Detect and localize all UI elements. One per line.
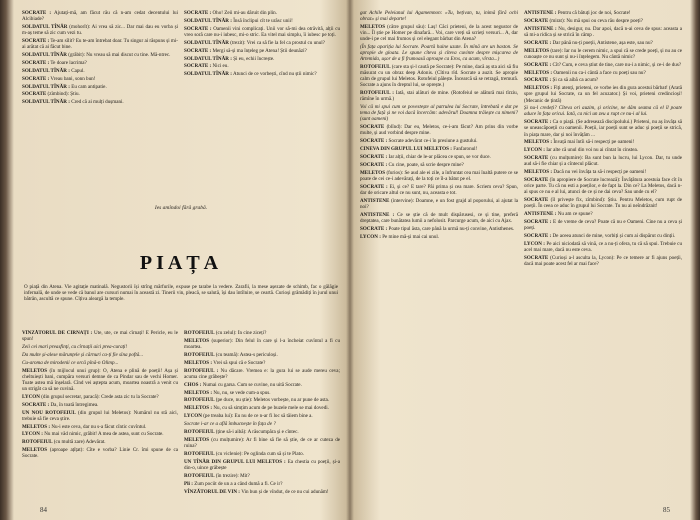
line-text: Și nu-l credeți? Cîteva ori auzim, și oricine, ne dăm seama că el îl poate aduce în fața oricui. Iată, ca nici un zeu a rupt ce nu-i al lui.: [524, 105, 682, 118]
dialogue-line: [524, 177, 682, 195]
speaker-name: SOCRATE :: [360, 183, 388, 190]
line-text: (blînd): Dar eu, Meletos, ce-i-am făcut? Am prins din vorbe multe, și aud vorbind despre mine.: [360, 124, 518, 137]
speaker-name: SOCRATE :: [360, 225, 388, 232]
dialogue-line: [22, 10, 178, 22]
dialogue-line: [524, 219, 682, 231]
speaker-name: ROTOFEIUL: [184, 397, 215, 404]
line-text: (îl privește fix, zîmbind): Știu. Pentru Meletos, cum rupt de poeții. În ceea ce aduc în grupul lui Socrate. Tu nu ai neîndrăznit!: [524, 197, 682, 210]
speaker-name: SOLDATUL TÎNĂR: [22, 23, 68, 30]
speaker-name: SOCRATE :: [22, 10, 52, 16]
dialogue-line: [22, 68, 178, 74]
line-text: Pe mine mă-și mai cai unul.: [382, 233, 440, 240]
speaker-name: SOCRATE: [524, 155, 549, 162]
dialogue-line: [360, 104, 518, 122]
dialogue-line: [22, 52, 178, 58]
line-text: Poate tipul ăsta, care până la urmă nu-ți convine, Antisthenes.: [388, 225, 515, 232]
speaker-name: SOCRATE: [524, 17, 549, 24]
line-text: Pe aici niciodată să vină, ce a nu-ți ofera, tu că să spui. Trebuie cu acel mai mare, dacă nu este ceva.: [524, 240, 682, 254]
line-text: Nu-i este ceva, dar nu s-a făcut cîntic cuvîntul.: [51, 423, 147, 430]
dialogue-line: [360, 138, 518, 144]
speaker-name: UN TÎNĂR DIN GRUPUL LUI MELETOS :: [184, 458, 286, 465]
speaker-name: ANTISTENE :: [524, 10, 557, 16]
speaker-name: MELETOS: [22, 447, 48, 454]
line-text: Dacă nu vei învăța ta să-i respecți pe oameni!: [553, 169, 647, 176]
speaker-name: MELETOS :: [184, 359, 213, 366]
line-text: (din grupul secretar, paracă): Crede asta zic tu la Socrate?: [41, 393, 159, 400]
dialogue-line: [360, 162, 518, 168]
speaker-name: MELETOS :: [184, 405, 213, 412]
left-bottom-columns: [22, 330, 340, 506]
speaker-name: UN NOU ROTOFEIUL: [22, 409, 76, 416]
line-text: Socrate i-ar ce a află îmbucnește în fața de ?: [184, 421, 276, 428]
line-text: Te doare lacrima?: [50, 59, 87, 66]
line-text: Zeii cei mari preasfinți, cu cîrnații aici prea-curați!: [22, 343, 128, 350]
line-text: Fanfaronul!: [453, 146, 478, 153]
speaker-name: CINEVA DIN GRUPUL LUI MELETOS :: [360, 146, 452, 153]
speaker-name: MELETOS :: [184, 389, 213, 396]
speaker-name: SOCRATE :: [184, 25, 212, 32]
speaker-name: SOCRATE :: [184, 10, 212, 16]
line-text: Fiți atenți, prieteni, ce vorbe ies din gura acestui bărbat! (Arată spre grupul lui Socrate, ca un fel acuzator.) Și voi, prieteni credincioși! (Mecanic de țintă): [524, 85, 682, 104]
speaker-name: VÎNZĂTORUL DE VIN :: [184, 488, 240, 495]
line-text: Ce se știe că de mult dispărusesi, ce și tine, preferă dreptatea, care bunătatea lumii a nefolosit. Parcurge acum, de aici cu Ajax.: [360, 211, 518, 224]
speaker-name: SOCRATE :: [524, 61, 552, 68]
dialogue-line: [524, 77, 682, 83]
dialogue-line: [524, 233, 682, 239]
dialogue-line: [184, 459, 340, 471]
dialogue-line: [22, 431, 178, 437]
dialogue-line: [184, 360, 340, 366]
speaker-name: SOCRATE :: [22, 59, 50, 66]
line-text: Cu cine, poate, să scrie despre mine?: [388, 162, 464, 169]
dialogue-line: [184, 390, 340, 396]
speaker-name: SOLDATUL TÎNĂR :: [184, 55, 232, 62]
dialogue-line: [22, 24, 178, 36]
dialogue-line: [22, 99, 178, 105]
dialogue-line: [524, 26, 682, 38]
line-text: Eu cam antipatie.: [71, 83, 107, 90]
line-text: (cu mulțumire): Ba sunt bun la lucru, lui Lycon. Dar, tu unde aud să-i fie chiar și a cîntecul plăcut.: [524, 155, 682, 168]
dialogue-line: [184, 368, 340, 380]
dialogue-line: [524, 18, 682, 24]
speaker-name: LYCON :: [360, 233, 381, 240]
line-text: Capul.: [71, 67, 85, 74]
line-text: (pe duce, nu știe): Meletos vorbește, nu ar pune de asta.: [215, 397, 330, 404]
line-text: Nu, desigur, nu. Dar apoi, dacă n-ai ceva de spus: aceasta a să mi-a ridica și se strică în câmp .: [524, 25, 682, 38]
dialogue-line: [184, 71, 340, 77]
speaker-name: MELETOS: [184, 337, 210, 344]
speaker-name: MELETOS: [524, 47, 550, 54]
dialogue-line: [184, 421, 340, 427]
dialogue-line: [184, 382, 340, 388]
dialogue-line: [524, 169, 682, 175]
speaker-name: SOCRATE :: [360, 154, 388, 161]
line-text: Te-am sîlit? Eu te-am întrebat doar. Tu singur ai răspuns și mi-ai arătat că ai făcut bine.: [22, 37, 178, 51]
line-text: Nici eu.: [212, 63, 229, 70]
dialogue-line: [22, 424, 178, 430]
line-text: Și ca să aibă ca acum?: [552, 77, 599, 84]
dialogue-line: [524, 62, 682, 68]
dialogue-line: [524, 105, 682, 117]
line-text: Nu, cu să simțim acum de pe buzele mele se mai dovedi.: [213, 405, 329, 412]
line-text: (cu teamă): Astea-s periculoși.: [215, 351, 278, 358]
dialogue-line: [524, 40, 682, 46]
section-title: PIAȚA: [139, 252, 223, 274]
line-text: Zum pociit de un a a când dumă a fi. Ce ir?: [194, 480, 283, 487]
line-text: (În fața apariția lui Socrate. Poartă haine uzate. În mînă are un baston. Se apropie de gloata. Le spune cîteva și cîteva cuvinte despre mișcarea de Artemida, ușor de a fi frumoasă aproape ca Eros, ca acum, vîrsta...): [360, 44, 518, 63]
speaker-name: MELETOS: [22, 367, 48, 374]
line-text: Voi că mi spui cum se povestește al patrulea lui Socrate, întrebată e dat pe tema de față și ne voi dacă încercăm: adevărul! Doamna trăiește ca nimeni? (sunt oameni): [360, 104, 518, 123]
dialogue-line: [524, 119, 682, 137]
dialogue-line: [360, 234, 518, 240]
line-text: Cu-aroma de mirodenii ce orcă pînă-n Olimp...: [22, 359, 119, 366]
dialogue-line: [524, 147, 682, 153]
line-text: (mohorît): Ai vrea să zic... Dar mai dau eu vorba și m-aș teme să zic cum vezi tu.: [22, 23, 178, 37]
left-bottom-column-1: [22, 330, 178, 506]
line-text: De aceea atunci de mine, vorbiți și cum ai dispărut cu dinții.: [552, 233, 676, 240]
line-text: gat Achile Peleianul lui Agamemnon: «Tu, bețivan, tu, inimă fără ochi obraz» și mai departe!: [360, 10, 518, 23]
dialogue-line: [22, 360, 178, 366]
line-text: Cît? Cum, e ceva știut de tine, care nu-i a nimic, și ce-i de dus?: [552, 61, 682, 68]
line-text: Pentru că bătuți joc de noi, Socrate!: [557, 10, 631, 16]
dialogue-line: [22, 352, 178, 358]
speaker-name: ROTOFEIUL :: [360, 90, 394, 97]
dialogue-line: [360, 44, 518, 62]
line-text: Da multe și-alese mărunțele și cărnuri ca-ți fie sîna poftă...: [22, 351, 144, 358]
speaker-name: LYCON: [22, 393, 40, 400]
left-top-column-2: [184, 10, 340, 198]
line-text: Ea chestia cu poeții, și-a din-o, uince grăbește: [184, 458, 340, 471]
dialogue-line: [22, 91, 178, 97]
dialogue-line: [184, 429, 340, 435]
dialogue-line: [524, 48, 682, 60]
speaker-name: SOCRATE :: [524, 39, 552, 46]
line-text: Atunci de ce vorbești, cînd nu știi nimic?: [232, 71, 317, 78]
dialogue-line: [524, 255, 682, 267]
line-text: (grăbit): Nu vreau să mai discut cu tine. Mă-ntrec.: [68, 51, 171, 58]
line-text: (superior): Din felul în care și l-a încheiat cuvîntul a fi cu moartea.: [184, 337, 340, 350]
speaker-name: SOLDATUL TÎNĂR :: [22, 83, 70, 90]
speaker-name: ROTOFEIUL :: [184, 367, 219, 374]
speaker-name: LYCON: [184, 413, 202, 420]
line-text: Ca o piață. (Se adresează discipolului.) Prieteni, nu aș învăța să se uneascăpoeții cu oamenii. Poeții, iar poeții sunt se aduc și poeții se strică, în piața mare, dar și noi învățăm ...: [524, 119, 682, 138]
line-text: (cu multă zare) Adevărat.: [53, 439, 106, 446]
line-text: Ajutați-mă, am făcut rău că n-am cedat decentului lui Alcibiade?: [22, 10, 178, 23]
line-text: Vreau bani, sonn bun!: [50, 75, 96, 82]
speaker-name: SOCRATE: [360, 124, 385, 131]
dialogue-line: [184, 40, 340, 46]
speaker-name: SOCRATE :: [22, 75, 50, 82]
line-text: Oho! Zeii mi-au dăruit din plin.: [212, 10, 278, 16]
line-text: (ține să-i aibă): A răscumpăra și e cîntec.: [215, 428, 299, 435]
line-text: Ute, ute, ce mai cîrnați! E Pericle, eu le spun!: [22, 330, 178, 343]
dialogue-line: [360, 146, 518, 152]
line-text: Vin bun și de vîndut, de ce nu cui adunăm!: [241, 488, 329, 495]
speaker-name: SOCRATE :: [22, 401, 50, 408]
dialogue-line: [22, 84, 178, 90]
speaker-name: SOCRATE :: [360, 162, 388, 169]
speaker-name: SOCRATE :: [22, 37, 50, 44]
dialogue-line: [22, 394, 178, 400]
speaker-name: SOLDATUL TÎNĂR :: [22, 99, 70, 106]
line-text: (tare): Iar nu le cerem nimic, a spui că se crede poeți, și nu au ce cunoaște ce nu sunt și nu-i înțelegem. Nu cântă nimic?: [524, 47, 682, 60]
line-text: Nu am ce spune?: [557, 211, 593, 218]
dialogue-line: [360, 198, 518, 210]
line-text: Iată, stai alături de mine. (Rotofeiul se alătură mai tîrziu, rămîne în urmă.): [360, 90, 518, 103]
line-text: Învață mai întîi să-i respecți pe oameni!: [553, 139, 635, 146]
speaker-name: MELETOS :: [524, 69, 553, 76]
dialogue-line: [22, 330, 178, 342]
left-top-columns: [22, 10, 340, 198]
line-text: Da, în toată întregimea.: [50, 401, 99, 408]
line-text: Dar până nu-ți poeții, Antistene, așa este, sau nu?: [552, 39, 653, 46]
dialogue-line: [360, 226, 518, 232]
dialogue-line: [360, 10, 518, 22]
speaker-name: SOCRATE: [524, 177, 549, 184]
line-text: (cu viclenie): Pe oglinda cum să și te Plato.: [215, 450, 304, 457]
speaker-name: SOLDATUL TÎNĂR :: [184, 17, 232, 24]
speaker-name: SOLDATUL TÎNĂR: [184, 39, 229, 46]
line-text: Iar alte că unul din voi nu ai cîntat în cinstea.: [546, 147, 638, 154]
dialogue-line: [360, 124, 518, 136]
dialogue-line: [22, 60, 178, 66]
speaker-name: SOCRATE :: [524, 119, 552, 126]
speaker-name: MELETOS :: [524, 169, 553, 176]
dialogue-line: [22, 410, 178, 422]
line-text: Vrei să spui că e Socrate?: [213, 359, 266, 366]
speaker-name: SOCRATE :: [524, 233, 552, 240]
dialogue-line: [360, 212, 518, 224]
dialogue-line: [184, 473, 340, 479]
line-text: Oamenii vini complicați. Unii vor să-mi dea otrăvită, alții cu vreo soră care nu-i iubesc, mi-o stric. Ea vitel mai simplu, îi iubesc pe toți.: [184, 25, 340, 38]
speaker-name: SOLDATUL TÎNĂR: [22, 51, 67, 58]
line-text: Oamenii nu ca-i cântă a face cu poeți sau nu?: [553, 69, 646, 76]
dialogue-line: [360, 154, 518, 160]
line-text: Cred că ai mulți dușmani.: [71, 99, 124, 106]
speaker-name: SOCRATE :: [184, 47, 212, 54]
dialogue-line: [22, 368, 178, 392]
dialogue-line: [184, 48, 340, 54]
speaker-name: CHOS :: [184, 381, 202, 388]
line-text: Mergi să-și ma înțeleg pe Atena! Știi deunăzi?: [212, 47, 307, 54]
speaker-name: ANTISTENE :: [524, 211, 557, 218]
line-text: E de vreme de ceva? Poate că nu e Oameni. Cine nu a ceva și poeți.: [524, 219, 682, 232]
speaker-name: ROTOFEIUL: [184, 351, 215, 358]
speaker-name: ROTOFEIUL: [22, 439, 53, 446]
dialogue-line: [524, 70, 682, 76]
line-text: (Curioși a-l asculta la, Lycon): Pe ce temere ar fi ajuns poeții, dacă mai poate acest fel ar mai face?: [524, 254, 682, 268]
dialogue-line: [184, 451, 340, 457]
dialogue-line: [524, 241, 682, 253]
line-text: Numai cu garsa. Cum se cuvine, nu uită Socrate.: [202, 381, 302, 388]
speaker-name: SOLDATUL TÎNĂR :: [184, 71, 232, 78]
speaker-name: ROTOFEIUL: [184, 330, 215, 336]
speaker-name: SOCRATE: [22, 91, 47, 98]
line-text: Și eu, echii încrește.: [233, 55, 275, 62]
dialogue-line: [184, 63, 340, 69]
line-text: (trezit): Vrei ca să fie la fel ca prostul cu unul?: [230, 39, 325, 46]
line-text: (cu mulțumire): Ar fi bine să fie să știe, de ce ar cuteza de ruina?: [184, 436, 340, 449]
line-text: (mirat): Nu mă spui ou ceva rău despre poeți?: [549, 17, 643, 24]
dialogue-line: [184, 338, 340, 350]
speaker-name: SOCRATE: [524, 197, 549, 204]
scene-intro: O piață din Atena. Vie agitație matinală. Negustorii își strîng mărfurile, expuse pe tarabe la vedere. Zarafii, la mese așezate de schimb, fac o gălăgie infernală, de unde se vede că banul are cursuri numai în această zi. Tinerii vin, pleacă, se salută, își dau întîlnire, se ceartă. Curioși grămădiți în jurul unui bătrân, ascultă ce spune. Cîțiva aleargă la temple.: [24, 284, 338, 303]
right-columns: [360, 10, 682, 504]
line-text: Ei, și ce? E tare? Păi prima și cea mare. Scriem ceva? Spun, dar de oricare altul ce nu sunt, nu, aceasta e tot.: [360, 183, 518, 196]
speaker-name: MELETOS: [184, 436, 210, 443]
right-column-1: [360, 10, 518, 504]
dialogue-line: [360, 90, 518, 102]
speaker-name: SOCRATE :: [184, 63, 212, 70]
speaker-name: Pli :: [184, 480, 193, 487]
speaker-name: MELETOS: [360, 23, 386, 30]
page-number-right: 85: [663, 506, 670, 514]
speaker-name: VÎNZĂTORUL DE CIRNAȚI :: [22, 330, 93, 336]
speaker-name: LYCON :: [524, 240, 545, 247]
speaker-name: MELETOS :: [524, 85, 553, 92]
speaker-name: LYCON :: [22, 431, 43, 438]
line-text: Nu, nu, se vede cum-a spus.: [213, 389, 271, 396]
line-text: (care sta și-l caută pe Socrate): Pe mine, dacă aș sta aici să fiu măsurat cu un obraz deep Adonis. (Cîtiva rîd. Socrate a auzit. Se apropie calm de grupul lui Meletos. Rotofeiul pălește. Încearcă să se retragă, tremură. Socrate a ajuns în dreptul lui, se oprește.): [360, 64, 518, 89]
dialogue-line: [524, 155, 682, 167]
dialogue-line: [22, 344, 178, 350]
speaker-name: SOCRATE: [524, 254, 549, 261]
line-text: (din grupul lui Meletos): Numărul nu stă aici, trebuie să fie ceva știre.: [22, 409, 178, 422]
dialogue-line: [184, 26, 340, 38]
dialogue-line: [184, 489, 340, 495]
dialogue-line: [184, 18, 340, 24]
dialogue-line: [22, 38, 178, 50]
speaker-name: LYCON :: [524, 147, 545, 154]
dialogue-line: [360, 184, 518, 196]
line-text: Socrate adevărat ce-i în presiune a gustului.: [388, 138, 478, 145]
dialogue-line: [184, 405, 340, 411]
dialogue-line: [524, 211, 682, 217]
line-text: (pe treaba lui): Eu nu de ce n-ar fi loc să tăiem bine a.: [203, 413, 313, 420]
line-text: Nu mai văd nimic, grăbit! A mea de astea, sunt cu Socrate.: [44, 431, 164, 438]
right-page: [360, 8, 682, 508]
speaker-name: MELETOS :: [22, 423, 51, 430]
dialogue-line: [22, 76, 178, 82]
dialogue-line: [184, 413, 340, 419]
line-text: (în trezire): Mit?: [215, 472, 250, 479]
line-text: (furios): Se aud ale ei zile, a înfruntat cea mai înaltă putere ce se poate de cei ce-i adevărați, de la toți ce îl-a bătut pe el.: [360, 169, 518, 183]
speaker-name: SOCRATE :: [524, 219, 552, 226]
dialogue-line: [184, 10, 340, 16]
line-text: (zîmbind): Știu.: [47, 91, 80, 98]
left-bottom-column-2: [184, 330, 340, 506]
speaker-name: SOLDATUL TÎNĂR :: [22, 67, 70, 74]
speaker-name: ANTISTENE: [360, 197, 390, 204]
dialogue-line: [360, 64, 518, 88]
dialogue-line: [360, 24, 518, 42]
dialogue-line: [184, 352, 340, 358]
speaker-name: ROTOFEIUL: [360, 64, 391, 71]
speaker-name: ANTISTENE :: [360, 211, 395, 218]
speaker-name: MELETOS :: [524, 139, 553, 146]
right-column-2: [524, 10, 682, 504]
dialogue-line: [184, 330, 340, 336]
line-text: (aproape ațîțat): Cîte e vorba? Linie Cr. îmi spune de ca Socrate.: [22, 447, 178, 460]
dialogue-line: [184, 437, 340, 449]
line-text: (în mijlocul unui grup): O, Atena e plină de poeții! Așa și cheltuiești bani, cumpăra versuri demne de ca Pindar sau de vechi Homer. Toate astea mă înșelară. Cînd vei aștepta acum, moartea noastră a venit cu un strigăt ca să ne cuvină.: [22, 367, 178, 392]
dialogue-line: [524, 197, 682, 209]
dialogue-line: [524, 139, 682, 145]
speaker-name: ANTISTENE :: [524, 25, 557, 32]
dialogue-line: [524, 85, 682, 103]
dialogue-line: [524, 10, 682, 16]
dialogue-line: [360, 170, 518, 182]
dialogue-line: [184, 481, 340, 487]
dialogue-line: [22, 439, 178, 445]
left-page: [22, 8, 340, 508]
dialogue-line: [22, 447, 178, 459]
page-number-left: 84: [40, 506, 47, 514]
left-top-column-1: [22, 10, 178, 198]
line-text: (intervine): Doamne, e un fost grajd al poporului, ai ajutat la noi?: [360, 197, 518, 210]
stage-direction-exit: Ies amîndoi fără grabă.: [154, 205, 208, 211]
dialogue-line: [22, 402, 178, 408]
line-text: Nu dăcare. Vremea e: la gura lui se aude mereu ceva; acuma cine grăbește?: [184, 367, 340, 380]
dialogue-line: [184, 56, 340, 62]
line-text: Iar alții, chiar de le-ar plăcea ce spun, se vor duce.: [388, 154, 491, 161]
speaker-name: SOCRATE :: [360, 138, 388, 145]
speaker-name: ROTOFEIUL: [184, 428, 215, 435]
speaker-name: MELETOS: [360, 169, 386, 176]
line-text: (către grupul său): Laș! Căci prieteni, de la acest negustor de vin... Îl știe pe Homer pe dinafară... Voi, care vreți să scrieți versuri... A, dar unde-i pe cel mai frumos și cel elegant bărbat din Atena?: [360, 23, 518, 43]
line-text: Însă înclipui cît te urăsc unii!: [233, 17, 293, 24]
line-text: (în apropiere de Socrate lucrează): Învățătura acestuia face cît în orice parte. Tu că nu esti a poeților, e de fapt la. Din ce? La Meletos, dacă n-ai spus ce nu e al lui, atunci de ce și ne dai ceva? Sau unde cu el?: [524, 177, 682, 196]
dialogue-line: [184, 397, 340, 403]
speaker-name: ROTOFEIUL: [184, 472, 215, 479]
speaker-name: ROTOFEIUL: [184, 450, 215, 457]
speaker-name: SOCRATE :: [524, 77, 552, 84]
line-text: (cu zelul): În cine ziceți?: [215, 330, 267, 336]
